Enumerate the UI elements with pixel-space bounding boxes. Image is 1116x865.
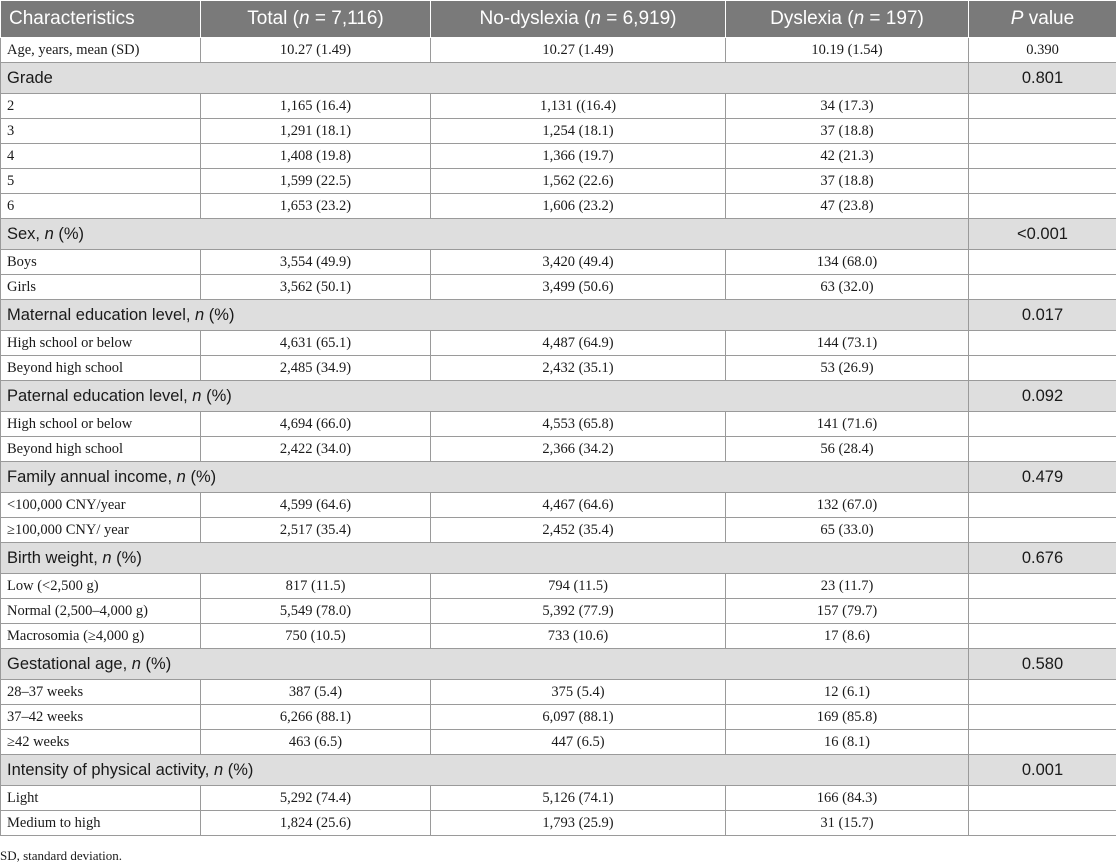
cell-total: 6,266 (88.1) bbox=[201, 705, 431, 730]
cell-dyslexia: 34 (17.3) bbox=[726, 94, 969, 119]
category-row bbox=[1, 300, 1116, 331]
cell-total: 4,631 (65.1) bbox=[201, 331, 431, 356]
category-text: Gestational age, bbox=[7, 654, 132, 673]
cell-total: 4,599 (64.6) bbox=[201, 493, 431, 518]
cell-dyslexia: 169 (85.8) bbox=[726, 705, 969, 730]
table-row bbox=[1, 94, 1116, 119]
category-text: Intensity of physical activity, bbox=[7, 760, 214, 779]
category-n: n bbox=[44, 224, 54, 243]
table-row bbox=[1, 730, 1116, 755]
category-label bbox=[1, 219, 969, 250]
cell-label: ≥100,000 CNY/ year bbox=[1, 518, 201, 543]
category-row bbox=[1, 462, 1116, 493]
category-p-value: 0.479 bbox=[969, 462, 1116, 493]
category-text: Maternal education level, bbox=[7, 305, 196, 324]
table-row-age bbox=[1, 38, 1116, 63]
category-label bbox=[1, 300, 969, 331]
cell-total: 750 (10.5) bbox=[201, 624, 431, 649]
table-row bbox=[1, 786, 1116, 811]
cell-no-dyslexia: 733 (10.6) bbox=[431, 624, 726, 649]
table-row bbox=[1, 194, 1116, 219]
cell-label: 37–42 weeks bbox=[1, 705, 201, 730]
category-label bbox=[1, 381, 969, 412]
cell-no-dyslexia: 1,131 ((16.4) bbox=[431, 94, 726, 119]
category-row bbox=[1, 755, 1116, 786]
cell-total: 3,554 (49.9) bbox=[201, 250, 431, 275]
cell-label: 6 bbox=[1, 194, 201, 219]
table-row bbox=[1, 331, 1116, 356]
cell-no-dyslexia: 3,420 (49.4) bbox=[431, 250, 726, 275]
cell-label: Beyond high school bbox=[1, 437, 201, 462]
category-suffix: (%) bbox=[185, 467, 217, 486]
category-suffix: (%) bbox=[140, 654, 172, 673]
cell-dyslexia: 144 (73.1) bbox=[726, 331, 969, 356]
category-p-value: <0.001 bbox=[969, 219, 1116, 250]
category-p-value: 0.092 bbox=[969, 381, 1116, 412]
header-total: Total (n = 7,116) bbox=[201, 1, 431, 38]
cell-dyslexia: 141 (71.6) bbox=[726, 412, 969, 437]
table-row bbox=[1, 574, 1116, 599]
cell-dyslexia: 10.19 (1.54) bbox=[726, 38, 969, 63]
cell-total: 2,422 (34.0) bbox=[201, 437, 431, 462]
category-p-value: 0.001 bbox=[969, 755, 1116, 786]
cell-no-dyslexia: 4,467 (64.6) bbox=[431, 493, 726, 518]
cell-p-value: 0.390 bbox=[969, 38, 1116, 63]
cell-label: 3 bbox=[1, 119, 201, 144]
cell-no-dyslexia: 1,606 (23.2) bbox=[431, 194, 726, 219]
cell-label: 5 bbox=[1, 169, 201, 194]
table-row bbox=[1, 437, 1116, 462]
cell-total: 387 (5.4) bbox=[201, 680, 431, 705]
category-suffix: (%) bbox=[201, 386, 232, 405]
header-dyslexia: Dyslexia (n = 197) bbox=[726, 1, 969, 38]
category-suffix: (%) bbox=[204, 305, 235, 324]
table-row bbox=[1, 599, 1116, 624]
category-n: n bbox=[213, 760, 224, 779]
cell-total: 3,562 (50.1) bbox=[201, 275, 431, 300]
cell-no-dyslexia: 2,432 (35.1) bbox=[431, 356, 726, 381]
cell-label: Boys bbox=[1, 250, 201, 275]
cell-dyslexia: 47 (23.8) bbox=[726, 194, 969, 219]
category-p-value: 0.676 bbox=[969, 543, 1116, 574]
cell-p-value bbox=[969, 412, 1116, 437]
cell-label: Beyond high school bbox=[1, 356, 201, 381]
table-row bbox=[1, 119, 1116, 144]
cell-p-value bbox=[969, 786, 1116, 811]
cell-dyslexia: 157 (79.7) bbox=[726, 599, 969, 624]
header-row bbox=[1, 1, 1116, 38]
cell-p-value bbox=[969, 275, 1116, 300]
table-row bbox=[1, 275, 1116, 300]
cell-dyslexia: 16 (8.1) bbox=[726, 730, 969, 755]
cell-p-value bbox=[969, 356, 1116, 381]
category-p-value: 0.580 bbox=[969, 649, 1116, 680]
cell-dyslexia: 63 (32.0) bbox=[726, 275, 969, 300]
category-suffix: (%) bbox=[53, 224, 85, 243]
cell-label: High school or below bbox=[1, 331, 201, 356]
category-row bbox=[1, 381, 1116, 412]
cell-label: ≥42 weeks bbox=[1, 730, 201, 755]
cell-p-value bbox=[969, 811, 1116, 836]
category-label bbox=[1, 543, 969, 574]
cell-p-value bbox=[969, 680, 1116, 705]
cell-total: 1,408 (19.8) bbox=[201, 144, 431, 169]
category-n: n bbox=[131, 654, 141, 673]
cell-p-value bbox=[969, 730, 1116, 755]
cell-dyslexia: 31 (15.7) bbox=[726, 811, 969, 836]
cell-dyslexia: 56 (28.4) bbox=[726, 437, 969, 462]
cell-label: Age, years, mean (SD) bbox=[1, 38, 201, 63]
cell-p-value bbox=[969, 599, 1116, 624]
cell-label: 28–37 weeks bbox=[1, 680, 201, 705]
cell-dyslexia: 37 (18.8) bbox=[726, 169, 969, 194]
cell-no-dyslexia: 447 (6.5) bbox=[431, 730, 726, 755]
cell-label: Macrosomia (≥4,000 g) bbox=[1, 624, 201, 649]
cell-label: Normal (2,500–4,000 g) bbox=[1, 599, 201, 624]
table-row bbox=[1, 356, 1116, 381]
cell-label: 4 bbox=[1, 144, 201, 169]
cell-p-value bbox=[969, 705, 1116, 730]
category-label bbox=[1, 649, 969, 680]
category-n: n bbox=[192, 386, 202, 405]
category-text: Sex, bbox=[7, 224, 45, 243]
cell-total: 817 (11.5) bbox=[201, 574, 431, 599]
cell-total: 1,165 (16.4) bbox=[201, 94, 431, 119]
table-row bbox=[1, 811, 1116, 836]
cell-dyslexia: 134 (68.0) bbox=[726, 250, 969, 275]
category-n: n bbox=[176, 467, 186, 486]
cell-p-value bbox=[969, 250, 1116, 275]
category-label bbox=[1, 755, 969, 786]
category-row bbox=[1, 63, 1116, 94]
table-row bbox=[1, 250, 1116, 275]
category-n: n bbox=[102, 548, 112, 567]
cell-label: Low (<2,500 g) bbox=[1, 574, 201, 599]
cell-dyslexia: 17 (8.6) bbox=[726, 624, 969, 649]
category-text: Paternal education level, bbox=[7, 386, 193, 405]
category-row bbox=[1, 543, 1116, 574]
cell-total: 5,549 (78.0) bbox=[201, 599, 431, 624]
category-text: Birth weight, bbox=[7, 548, 103, 567]
cell-p-value bbox=[969, 144, 1116, 169]
cell-label: <100,000 CNY/year bbox=[1, 493, 201, 518]
cell-p-value bbox=[969, 169, 1116, 194]
cell-total: 4,694 (66.0) bbox=[201, 412, 431, 437]
cell-p-value bbox=[969, 493, 1116, 518]
category-row bbox=[1, 649, 1116, 680]
cell-total: 1,824 (25.6) bbox=[201, 811, 431, 836]
cell-no-dyslexia: 3,499 (50.6) bbox=[431, 275, 726, 300]
cell-dyslexia: 65 (33.0) bbox=[726, 518, 969, 543]
header-characteristics: Characteristics bbox=[1, 1, 201, 38]
category-label bbox=[1, 63, 969, 94]
cell-no-dyslexia: 375 (5.4) bbox=[431, 680, 726, 705]
cell-no-dyslexia: 2,452 (35.4) bbox=[431, 518, 726, 543]
cell-p-value bbox=[969, 574, 1116, 599]
category-p-value: 0.017 bbox=[969, 300, 1116, 331]
cell-dyslexia: 37 (18.8) bbox=[726, 119, 969, 144]
cell-no-dyslexia: 5,392 (77.9) bbox=[431, 599, 726, 624]
cell-p-value bbox=[969, 518, 1116, 543]
category-text: Family annual income, bbox=[7, 467, 177, 486]
cell-p-value bbox=[969, 331, 1116, 356]
cell-no-dyslexia: 2,366 (34.2) bbox=[431, 437, 726, 462]
header-no-dyslexia: No-dyslexia (n = 6,919) bbox=[431, 1, 726, 38]
cell-no-dyslexia: 10.27 (1.49) bbox=[431, 38, 726, 63]
cell-no-dyslexia: 1,793 (25.9) bbox=[431, 811, 726, 836]
cell-label: Medium to high bbox=[1, 811, 201, 836]
cell-total: 1,599 (22.5) bbox=[201, 169, 431, 194]
cell-label: High school or below bbox=[1, 412, 201, 437]
cell-no-dyslexia: 6,097 (88.1) bbox=[431, 705, 726, 730]
cell-total: 1,291 (18.1) bbox=[201, 119, 431, 144]
cell-dyslexia: 12 (6.1) bbox=[726, 680, 969, 705]
cell-p-value bbox=[969, 194, 1116, 219]
cell-p-value bbox=[969, 119, 1116, 144]
cell-total: 5,292 (74.4) bbox=[201, 786, 431, 811]
cell-p-value bbox=[969, 624, 1116, 649]
cell-dyslexia: 132 (67.0) bbox=[726, 493, 969, 518]
cell-no-dyslexia: 1,254 (18.1) bbox=[431, 119, 726, 144]
cell-dyslexia: 23 (11.7) bbox=[726, 574, 969, 599]
cell-total: 10.27 (1.49) bbox=[201, 38, 431, 63]
category-p-value: 0.801 bbox=[969, 63, 1116, 94]
cell-label: Girls bbox=[1, 275, 201, 300]
table-row bbox=[1, 705, 1116, 730]
cell-total: 1,653 (23.2) bbox=[201, 194, 431, 219]
cell-no-dyslexia: 4,553 (65.8) bbox=[431, 412, 726, 437]
category-row bbox=[1, 219, 1116, 250]
cell-p-value bbox=[969, 437, 1116, 462]
category-suffix: (%) bbox=[223, 760, 254, 779]
cell-total: 2,485 (34.9) bbox=[201, 356, 431, 381]
table-row bbox=[1, 144, 1116, 169]
table-row bbox=[1, 624, 1116, 649]
cell-no-dyslexia: 1,562 (22.6) bbox=[431, 169, 726, 194]
cell-dyslexia: 53 (26.9) bbox=[726, 356, 969, 381]
table-footnote: SD, standard deviation. bbox=[0, 848, 123, 863]
cell-no-dyslexia: 4,487 (64.9) bbox=[431, 331, 726, 356]
category-suffix: (%) bbox=[111, 548, 142, 567]
cell-label: Light bbox=[1, 786, 201, 811]
cell-no-dyslexia: 1,366 (19.7) bbox=[431, 144, 726, 169]
cell-dyslexia: 42 (21.3) bbox=[726, 144, 969, 169]
table-row bbox=[1, 412, 1116, 437]
category-label bbox=[1, 462, 969, 493]
cell-dyslexia: 166 (84.3) bbox=[726, 786, 969, 811]
category-n: n bbox=[195, 305, 205, 324]
cell-p-value bbox=[969, 94, 1116, 119]
table-row bbox=[1, 169, 1116, 194]
header-p-value: P value bbox=[969, 1, 1116, 38]
cell-no-dyslexia: 5,126 (74.1) bbox=[431, 786, 726, 811]
cell-label: 2 bbox=[1, 94, 201, 119]
table-row bbox=[1, 680, 1116, 705]
category-text: Grade bbox=[7, 68, 53, 87]
cell-total: 2,517 (35.4) bbox=[201, 518, 431, 543]
table-row bbox=[1, 493, 1116, 518]
table-row bbox=[1, 518, 1116, 543]
cell-total: 463 (6.5) bbox=[201, 730, 431, 755]
cell-no-dyslexia: 794 (11.5) bbox=[431, 574, 726, 599]
